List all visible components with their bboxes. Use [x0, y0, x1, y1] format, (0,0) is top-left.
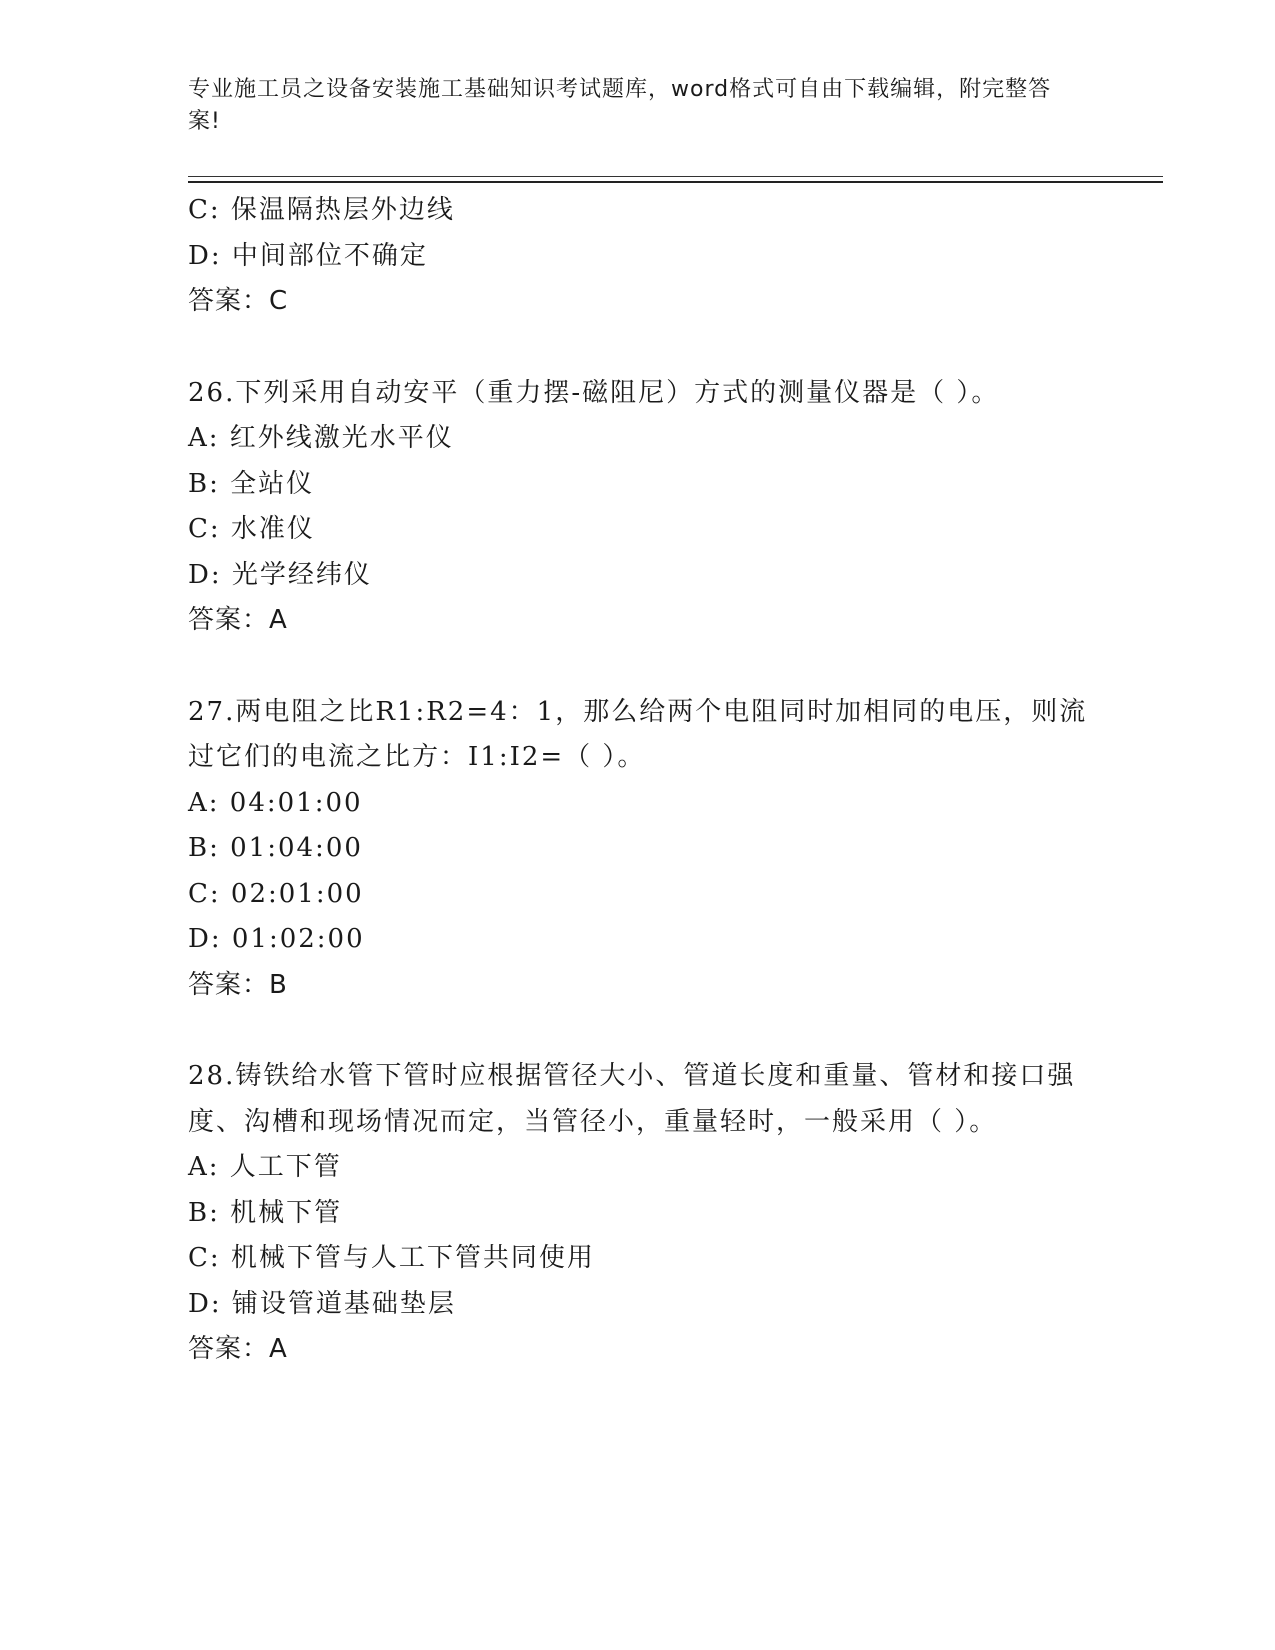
- option-b: B: 01:04:00: [188, 833, 363, 863]
- option-b: B: 机械下管: [188, 1197, 343, 1228]
- question-block-25: [188, 188, 1088, 325]
- option-d: D: 中间部位不确定: [188, 240, 428, 271]
- option-c: C: 水准仪: [188, 514, 315, 544]
- question-block-28: [188, 1054, 1088, 1373]
- question-block-27: [188, 690, 1088, 1009]
- header-divider-thin: [188, 176, 1163, 177]
- option-c: C: 机械下管与人工下管共同使用: [188, 1243, 595, 1273]
- header-divider-thick: [188, 181, 1163, 183]
- option-c: C: 02:01:00: [188, 878, 364, 909]
- option-a: A: 红外线激光水平仪: [188, 423, 454, 453]
- option-d: D: 铺设管道基础垫层: [188, 1288, 456, 1319]
- answer-line: 答案：A: [188, 1334, 288, 1364]
- question-block-26: [188, 371, 1088, 644]
- option-c: C: 保温隔热层外边线: [188, 195, 455, 225]
- question-text: 26.下列采用自动安平（重力摆-磁阻尼）方式的测量仪器是（ ）。: [188, 377, 1000, 408]
- question-text: 28.铸铁给水管下管时应根据管径大小、管道长度和重量、管材和接口强度、沟槽和现场情况而定，当管径小，重量轻时，一般采用（ ）。: [188, 1061, 1076, 1137]
- answer-line: 答案：B: [188, 969, 288, 1000]
- option-b: B: 全站仪: [188, 468, 315, 499]
- option-a: A: 人工下管: [188, 1152, 342, 1182]
- option-a: A: 04:01:00: [188, 787, 363, 818]
- answer-line: 答案：A: [188, 605, 288, 635]
- question-list: [188, 188, 1088, 1419]
- document-header: 专业施工员之设备安装施工基础知识考试题库，word格式可自由下载编辑，附完整答案!: [188, 77, 1052, 134]
- answer-line: 答案：C: [188, 286, 289, 316]
- option-d: D: 光学经纬仪: [188, 559, 372, 590]
- question-text: 27.两电阻之比R1:R2=4：1，那么给两个电阻同时加相同的电压，则流过它们的电流之比方：I1:I2=（ ）。: [188, 696, 1088, 772]
- option-d: D: 01:02:00: [188, 924, 365, 954]
